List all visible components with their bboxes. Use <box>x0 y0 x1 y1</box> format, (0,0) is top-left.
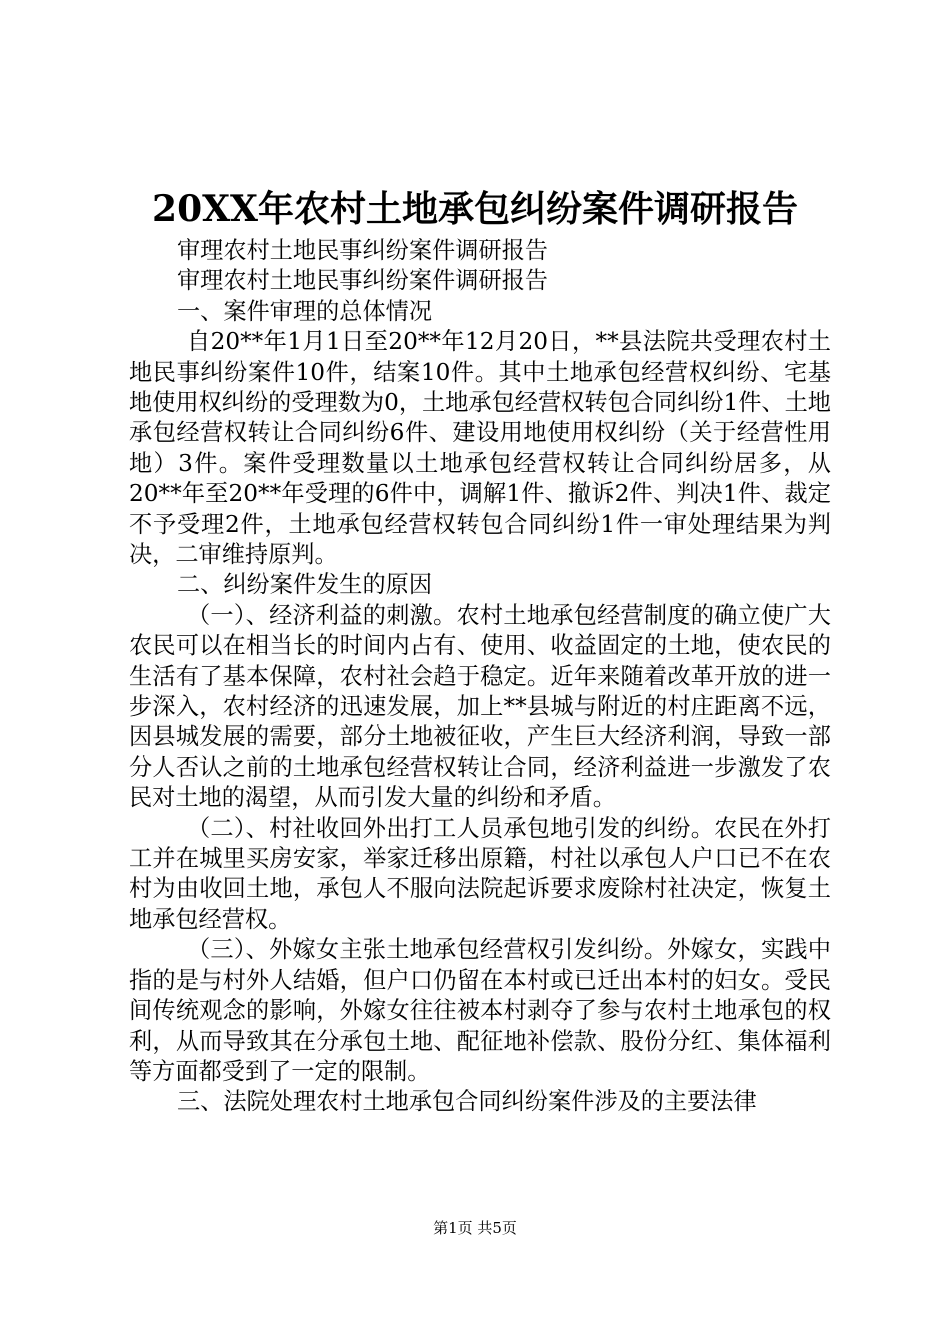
document-title: 20XX年农村土地承包纠纷案件调研报告 <box>152 188 798 230</box>
subtitle-line-1: 审理农村土地民事纠纷案件调研报告 <box>177 237 548 264</box>
paragraph-migrant-land: （二）、村社收回外出打工人员承包地引发的纠纷。农民在外打工并在城里买房安家，举家迁移出原籍，村社以承包人户口已不在农村为由收回土地，承包人不服向法院起诉要求废除村社决定，恢复土地承包经营权。 <box>129 814 831 933</box>
paragraph-case-overview: 自20**年1月1日至20**年12月20日，**县法院共受理农村土地民事纠纷案件10件，结案10件。其中土地承包经营权纠纷、宅基地使用权纠纷的受理数为0，土地承包经营权转包合同纠纷1件、土地承包经营权转让合同纠纷6件、建设用地使用权纠纷（关于经营性用地）3件。案件受理数量以土地承包经营权转让合同纠纷居多，从20**年至20**年受理的6件中，调解1件、撤诉2件、判决1件、裁定不予受理2件，土地承包经营权转包合同纠纷1件一审处理结果为判决，二审维持原判。 <box>129 328 831 569</box>
section-heading-3: 三、法院处理农村土地承包合同纠纷案件涉及的主要法律 <box>177 1088 757 1116</box>
subtitle-line-2: 审理农村土地民事纠纷案件调研报告 <box>177 267 548 295</box>
page-footer: 第1页 共5页 <box>433 1219 517 1237</box>
document-body <box>129 236 831 1118</box>
section-heading-1: 一、案件审理的总体情况 <box>177 297 433 325</box>
paragraph-economic-interest: （一）、经济利益的刺激。农村土地承包经营制度的确立使广大农民可以在相当长的时间内占有、使用、收益固定的土地，使农民的生活有了基本保障，农村社会趋于稳定。近年来随着改革开放的进一步深入，农村经济的迅速发展，加上**县城与附近的村庄距离不远，因县城发展的需要，部分土地被征收，产生巨大经济利润，导致一部分人否认之前的土地承包经营权转让合同，经济利益进一步激发了农民对土地的渴望，从而引发大量的纠纷和矛盾。 <box>129 601 831 812</box>
section-heading-2: 二、纠纷案件发生的原因 <box>177 571 433 599</box>
paragraph-married-women: （三）、外嫁女主张土地承包经营权引发纠纷。外嫁女，实践中指的是与村外人结婚，但户口仍留在本村或已迁出本村的妇女。受民间传统观念的影响，外嫁女往往被本村剥夺了参与农村土地承包的权利，从而导致其在分承包土地、配征地补偿款、股份分红、集体福利等方面都受到了一定的限制。 <box>129 936 831 1085</box>
